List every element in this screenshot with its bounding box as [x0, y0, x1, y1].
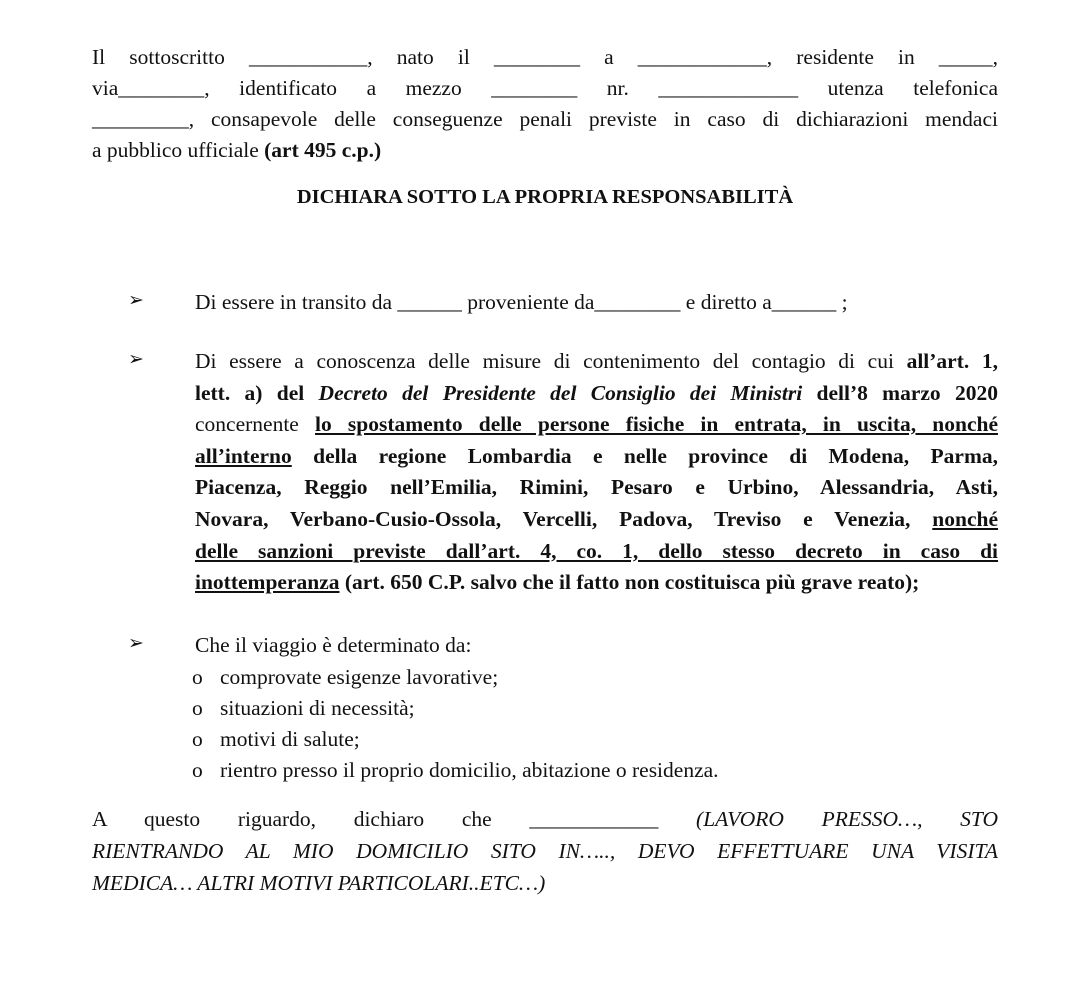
measures-text-bold: dell’8 marzo 2020: [802, 380, 998, 405]
measures-text-underline: inottemperanza: [195, 570, 340, 595]
measures-text: concernente: [195, 412, 316, 437]
measures-text-underline: nonché: [932, 506, 998, 531]
intro-article-ref: (art 495 c.p.): [264, 138, 382, 162]
arrow-bullet-icon: ➢: [128, 633, 144, 654]
circle-bullet-icon: o: [192, 665, 203, 689]
measures-line-2: [195, 378, 998, 410]
intro-line-1: Il sottoscritto ___________, nato il ________ a ____________, residente in _____,: [92, 45, 998, 69]
reason-option: [192, 662, 498, 693]
measures-line-4: [195, 441, 998, 473]
declaration-heading: DICHIARA SOTTO LA PROPRIA RESPONSABILITÀ: [296, 186, 794, 208]
measures-text-underline: delle sanzioni previste dall’art. 4, co. 1, dello stesso decreto in caso di: [195, 538, 998, 563]
measures-text-bold: lett. a) del: [195, 380, 319, 405]
measures-line-3: [195, 409, 998, 441]
measures-text-underline: lo spostamento delle persone fisiche in entrata, in uscita, nonché: [315, 412, 998, 437]
measures-text-bold: all’art. 1,: [906, 349, 999, 373]
closing-text-italic: (LAVORO PRESSO…, STO: [696, 807, 999, 831]
measures-line-1: [195, 346, 998, 378]
reason-option: [192, 755, 719, 786]
closing-text: A questo riguardo, dichiaro che ____________: [92, 807, 697, 831]
arrow-bullet-icon: ➢: [128, 349, 144, 370]
bullet-reason: [128, 630, 998, 662]
intro-line-3: _________, consapevole delle conseguenze penali previste in caso di dichiarazioni mendaci: [92, 107, 998, 131]
decree-title: Decreto del Presidente del Consiglio dei Ministri: [318, 380, 803, 405]
reason-option-text: comprovate esigenze lavorative;: [220, 665, 499, 689]
measures-line-5: [195, 472, 998, 504]
reason-option: [192, 724, 360, 755]
intro-line-2: via________, identificato a mezzo ________ nr. _____________ utenza telefonica: [92, 76, 998, 100]
reason-option-text: motivi di salute;: [220, 727, 360, 751]
measures-line-7: [195, 536, 998, 568]
reason-label: Che il viaggio è determinato da:: [195, 633, 472, 657]
arrow-bullet-icon: ➢: [128, 290, 144, 311]
measures-text-bold: Novara, Verbano-Cusio-Ossola, Vercelli, Padova, Treviso e Venezia,: [195, 506, 933, 531]
circle-bullet-icon: o: [192, 758, 203, 782]
circle-bullet-icon: o: [192, 727, 203, 751]
measures-text-bold: Piacenza, Reggio nell’Emilia, Rimini, Pesaro e Urbino, Alessandria, Asti,: [195, 475, 998, 500]
measures-text-bold: della regione Lombardia e nelle province di Modena, Parma,: [291, 443, 998, 468]
measures-line-8: [195, 567, 998, 599]
bullet-transit-text: Di essere in transito da ______ proveniente da________ e diretto a______ ;: [195, 290, 848, 314]
reason-option-text: situazioni di necessità;: [220, 696, 415, 720]
circle-bullet-icon: o: [192, 696, 203, 720]
closing-line-3: MEDICA… ALTRI MOTIVI PARTICOLARI..ETC…): [92, 871, 546, 895]
reason-option-text: rientro presso il proprio domicilio, abitazione o residenza.: [220, 758, 719, 782]
bullet-measures: [128, 346, 998, 606]
closing-line-2: RIENTRANDO AL MIO DOMICILIO SITO IN….., DEVO EFFETTUARE UNA VISITA: [92, 839, 998, 863]
measures-text: Di essere a conoscenza delle misure di contenimento del contagio di cui: [195, 349, 907, 373]
intro-line-4: [92, 135, 998, 165]
measures-line-6: [195, 504, 998, 536]
intro-line-4-text: a pubblico ufficiale: [92, 138, 265, 162]
bullet-transit: [128, 287, 998, 319]
reason-option: [192, 693, 415, 724]
measures-text-underline: all’interno: [195, 443, 292, 468]
closing-line-1: [92, 804, 998, 834]
measures-text-bold: (art. 650 C.P. salvo che il fatto non costituisca più grave reato);: [339, 570, 920, 595]
